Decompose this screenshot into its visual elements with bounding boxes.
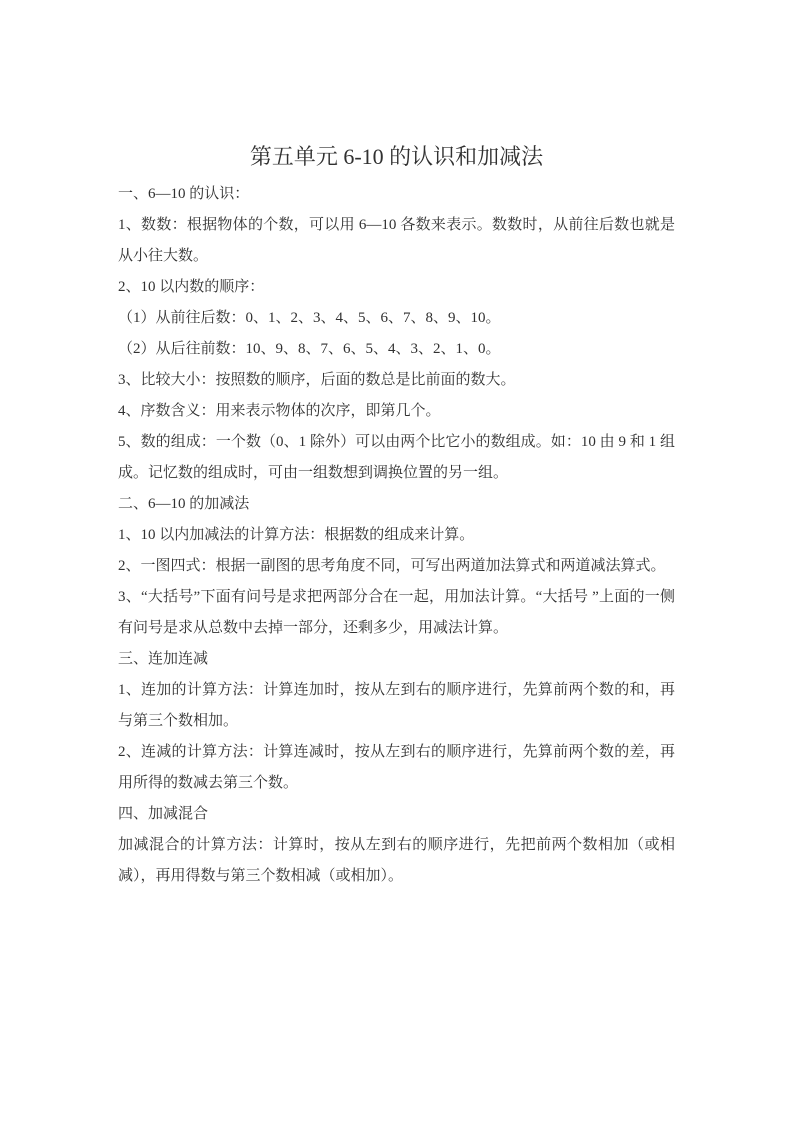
paragraph-brace-question-mark: 3、“大括号”下面有问号是求把两部分合在一起，用加法计算。“大括号 ”上面的一侧有问号是求从总数中去掉一部分，还剩多少，用减法计算。 bbox=[118, 589, 675, 636]
paragraph-continuous-addition: 1、连加的计算方法：计算连加时，按从左到右的顺序进行，先算前两个数的和，再与第三个数相加。 bbox=[118, 682, 675, 729]
paragraph-mixed-operations: 加减混合的计算方法：计算时，按从左到右的顺序进行，先把前两个数相加（或相减），再用得数与第三个数相减（或相加）。 bbox=[118, 837, 675, 884]
paragraph-section-3-heading: 三、连加连减 bbox=[118, 651, 209, 667]
paragraph-compare-size: 3、比较大小：按照数的顺序，后面的数总是比前面的数大。 bbox=[118, 372, 516, 388]
paragraph-section-2-heading: 二、6—10 的加减法 bbox=[118, 496, 250, 512]
paragraph-continuous-subtraction: 2、连减的计算方法：计算连减时，按从左到右的顺序进行，先算前两个数的差，再用所得的数减去第三个数。 bbox=[118, 744, 675, 791]
paragraph-count-forward: （1）从前往后数：0、1、2、3、4、5、6、7、8、9、10。 bbox=[118, 310, 501, 326]
paragraph-calc-method: 1、10 以内加减法的计算方法：根据数的组成来计算。 bbox=[118, 527, 475, 543]
document-title: 第五单元 6-10 的认识和加减法 bbox=[249, 144, 544, 169]
paragraph-number-order-heading: 2、10 以内数的顺序： bbox=[118, 279, 265, 295]
paragraph-one-picture-four-equations: 2、一图四式：根据一副图的思考角度不同，可写出两道加法算式和两道减法算式。 bbox=[118, 558, 666, 574]
paragraph-counting: 1、数数：根据物体的个数，可以用 6—10 各数来表示。数数时，从前往后数也就是从小往大数。 bbox=[118, 217, 675, 264]
paragraph-number-composition: 5、数的组成：一个数（0、1 除外）可以由两个比它小的数组成。如：10 由 9 和 1 组成。记忆数的组成时，可由一组数想到调换位置的另一组。 bbox=[118, 434, 675, 481]
paragraph-count-backward: （2）从后往前数：10、9、8、7、6、5、4、3、2、1、0。 bbox=[118, 341, 501, 357]
paragraph-section-4-heading: 四、加减混合 bbox=[118, 806, 209, 822]
paragraph-ordinal-meaning: 4、序数含义：用来表示物体的次序，即第几个。 bbox=[118, 403, 441, 419]
document-body bbox=[118, 179, 675, 892]
paragraph-section-1-heading: 一、6—10 的认识： bbox=[118, 186, 250, 202]
